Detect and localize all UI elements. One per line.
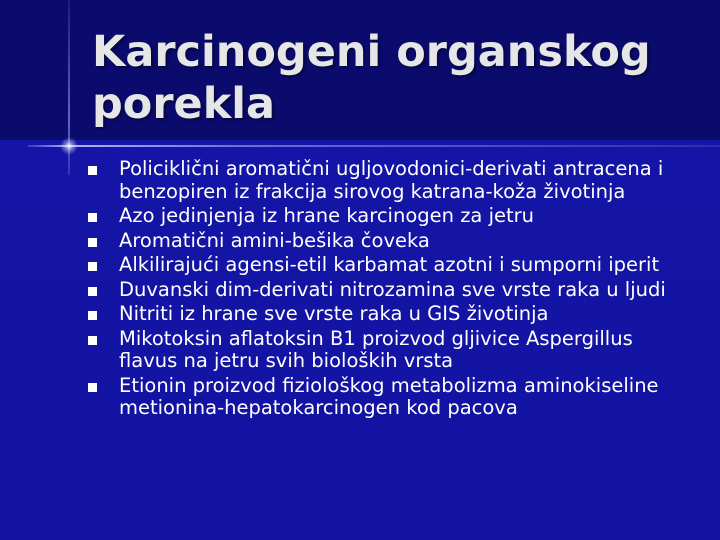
slide-title: Karcinogeni organskog porekla [92, 27, 651, 129]
square-bullet-icon [88, 383, 97, 392]
square-bullet-icon [88, 262, 97, 271]
square-bullet-icon [88, 336, 97, 345]
list-item [88, 328, 688, 373]
list-item-text: Etionin proizvod fiziološkog metabolizma aminokiseline metionina-hepatokarcinogen kod pacova [119, 373, 659, 419]
list-item-text: Policiklični aromatični ugljovodonici-derivati antracena i benzopiren iz frakcija sirovog katrana-koža životinja [119, 157, 664, 203]
list-item-text: Aromatični amini-bešika čoveka [119, 228, 430, 252]
square-bullet-icon [88, 213, 97, 222]
list-item [88, 158, 688, 203]
list-item-text: Duvanski dim-derivati nitrozamina sve vrste raka u ljudi [119, 277, 666, 301]
list-item [88, 375, 688, 420]
list-item-text: Azo jedinjenja iz hrane karcinogen za jetru [119, 204, 535, 227]
bullet-list [88, 158, 688, 422]
list-item [88, 230, 688, 253]
square-bullet-icon [88, 166, 97, 175]
list-item [88, 279, 688, 302]
list-item-text: Mikotoksin aflatoksin B1 proizvod gljivice Aspergillus flavus na jetru svih bioloških vrsta [119, 326, 633, 372]
list-item-text: Alkilirajući agensi-etil karbamat azotni i sumporni iperit [119, 253, 660, 276]
list-item [88, 303, 688, 326]
list-item [88, 254, 688, 277]
list-item-text: Nitriti iz hrane sve vrste raka u GIS životinja [119, 302, 549, 325]
decorative-horizontal-line [28, 145, 720, 147]
list-item [88, 205, 688, 228]
sparkle-icon [60, 137, 78, 155]
square-bullet-icon [88, 238, 97, 247]
square-bullet-icon [88, 311, 97, 320]
square-bullet-icon [88, 287, 97, 296]
